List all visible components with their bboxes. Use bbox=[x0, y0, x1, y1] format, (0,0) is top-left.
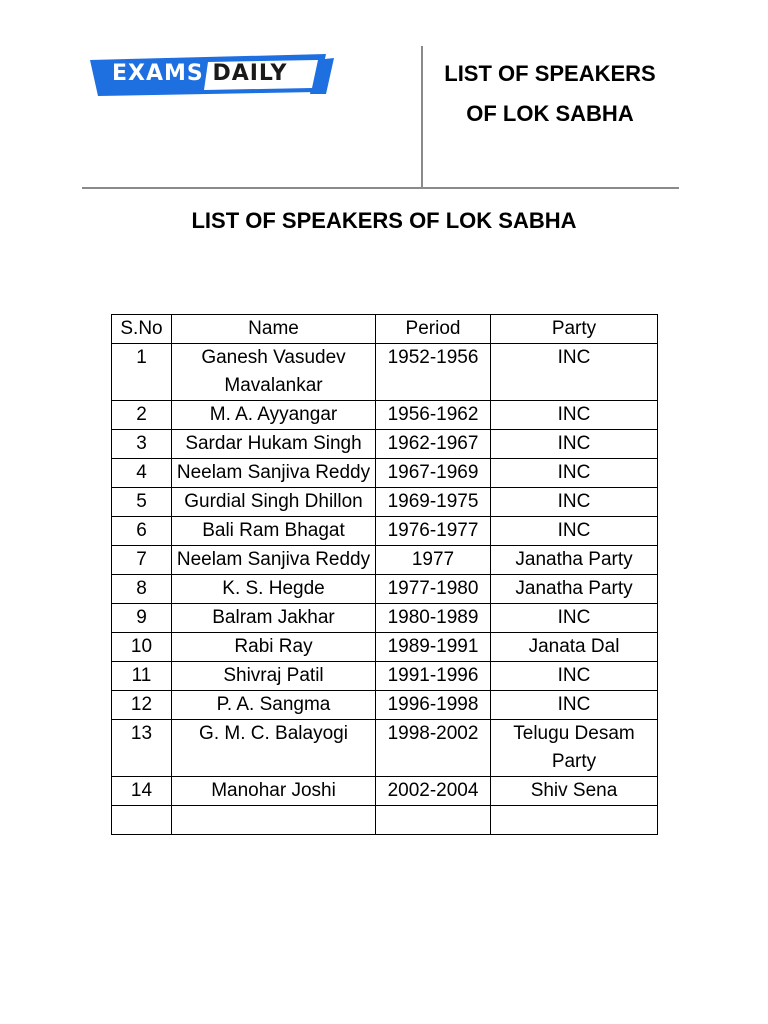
header-vertical-divider bbox=[421, 46, 423, 188]
logo-text-daily: DAILY bbox=[212, 61, 288, 86]
speakers-table bbox=[111, 314, 658, 835]
cell-party: INC bbox=[491, 459, 658, 488]
cell-name: P. A. Sangma bbox=[172, 691, 376, 720]
logo-text-exams: EXAMS bbox=[112, 61, 204, 86]
cell-sno: 1 bbox=[112, 344, 172, 401]
cell-party bbox=[491, 806, 658, 835]
header-title-line2: OF LOK SABHA bbox=[466, 101, 634, 126]
cell-party: INC bbox=[491, 344, 658, 401]
cell-name: Neelam Sanjiva Reddy bbox=[172, 459, 376, 488]
cell-party: INC bbox=[491, 430, 658, 459]
cell-sno: 10 bbox=[112, 633, 172, 662]
cell-party: Janatha Party bbox=[491, 575, 658, 604]
cell-party: INC bbox=[491, 401, 658, 430]
cell-name: Bali Ram Bhagat bbox=[172, 517, 376, 546]
cell-party: Janata Dal bbox=[491, 633, 658, 662]
header-title bbox=[428, 54, 672, 134]
cell-sno: 12 bbox=[112, 691, 172, 720]
cell-period: 1976-1977 bbox=[376, 517, 491, 546]
cell-period: 1962-1967 bbox=[376, 430, 491, 459]
cell-party: Telugu Desam Party bbox=[491, 720, 658, 777]
cell-name bbox=[172, 806, 376, 835]
cell-sno: 13 bbox=[112, 720, 172, 777]
column-header-party: Party bbox=[491, 315, 658, 344]
cell-period: 1977-1980 bbox=[376, 575, 491, 604]
cell-period: 1998-2002 bbox=[376, 720, 491, 777]
cell-period: 1991-1996 bbox=[376, 662, 491, 691]
column-header-sno: S.No bbox=[112, 315, 172, 344]
cell-party: INC bbox=[491, 604, 658, 633]
cell-name: Balram Jakhar bbox=[172, 604, 376, 633]
table-row bbox=[112, 344, 658, 401]
cell-name: Manohar Joshi bbox=[172, 777, 376, 806]
table-header-row bbox=[112, 315, 658, 344]
table-row bbox=[112, 575, 658, 604]
cell-period: 1969-1975 bbox=[376, 488, 491, 517]
cell-sno: 9 bbox=[112, 604, 172, 633]
cell-party: INC bbox=[491, 488, 658, 517]
column-header-name: Name bbox=[172, 315, 376, 344]
cell-period: 1952-1956 bbox=[376, 344, 491, 401]
cell-period: 1977 bbox=[376, 546, 491, 575]
cell-party: INC bbox=[491, 662, 658, 691]
exams-daily-logo bbox=[90, 52, 334, 98]
table-row bbox=[112, 604, 658, 633]
cell-period: 1956-1962 bbox=[376, 401, 491, 430]
cell-party: Shiv Sena bbox=[491, 777, 658, 806]
cell-period bbox=[376, 806, 491, 835]
cell-sno: 6 bbox=[112, 517, 172, 546]
cell-period: 1967-1969 bbox=[376, 459, 491, 488]
cell-name: Sardar Hukam Singh bbox=[172, 430, 376, 459]
table-row bbox=[112, 777, 658, 806]
cell-sno: 5 bbox=[112, 488, 172, 517]
header-horizontal-divider bbox=[82, 187, 679, 189]
cell-period: 1980-1989 bbox=[376, 604, 491, 633]
cell-sno: 3 bbox=[112, 430, 172, 459]
cell-name: K. S. Hegde bbox=[172, 575, 376, 604]
table-row bbox=[112, 401, 658, 430]
logo-text bbox=[112, 61, 287, 86]
table-row bbox=[112, 459, 658, 488]
table-body bbox=[112, 344, 658, 835]
cell-period: 2002-2004 bbox=[376, 777, 491, 806]
column-header-period: Period bbox=[376, 315, 491, 344]
table-row bbox=[112, 430, 658, 459]
table-row bbox=[112, 806, 658, 835]
cell-name: M. A. Ayyangar bbox=[172, 401, 376, 430]
cell-name: G. M. C. Balayogi bbox=[172, 720, 376, 777]
header-title-line1: LIST OF SPEAKERS bbox=[444, 61, 656, 86]
table-row bbox=[112, 691, 658, 720]
cell-sno: 2 bbox=[112, 401, 172, 430]
cell-sno bbox=[112, 806, 172, 835]
cell-party: INC bbox=[491, 691, 658, 720]
cell-name: Gurdial Singh Dhillon bbox=[172, 488, 376, 517]
table-row bbox=[112, 662, 658, 691]
cell-name: Ganesh Vasudev Mavalankar bbox=[172, 344, 376, 401]
cell-period: 1989-1991 bbox=[376, 633, 491, 662]
cell-sno: 8 bbox=[112, 575, 172, 604]
cell-name: Neelam Sanjiva Reddy bbox=[172, 546, 376, 575]
table-row bbox=[112, 488, 658, 517]
table-row bbox=[112, 633, 658, 662]
cell-party: Janatha Party bbox=[491, 546, 658, 575]
cell-party: INC bbox=[491, 517, 658, 546]
table-row bbox=[112, 517, 658, 546]
cell-sno: 11 bbox=[112, 662, 172, 691]
page-title: LIST OF SPEAKERS OF LOK SABHA bbox=[191, 208, 577, 233]
cell-sno: 7 bbox=[112, 546, 172, 575]
cell-name: Shivraj Patil bbox=[172, 662, 376, 691]
cell-name: Rabi Ray bbox=[172, 633, 376, 662]
cell-period: 1996-1998 bbox=[376, 691, 491, 720]
table-row bbox=[112, 546, 658, 575]
cell-sno: 4 bbox=[112, 459, 172, 488]
cell-sno: 14 bbox=[112, 777, 172, 806]
table-row bbox=[112, 720, 658, 777]
